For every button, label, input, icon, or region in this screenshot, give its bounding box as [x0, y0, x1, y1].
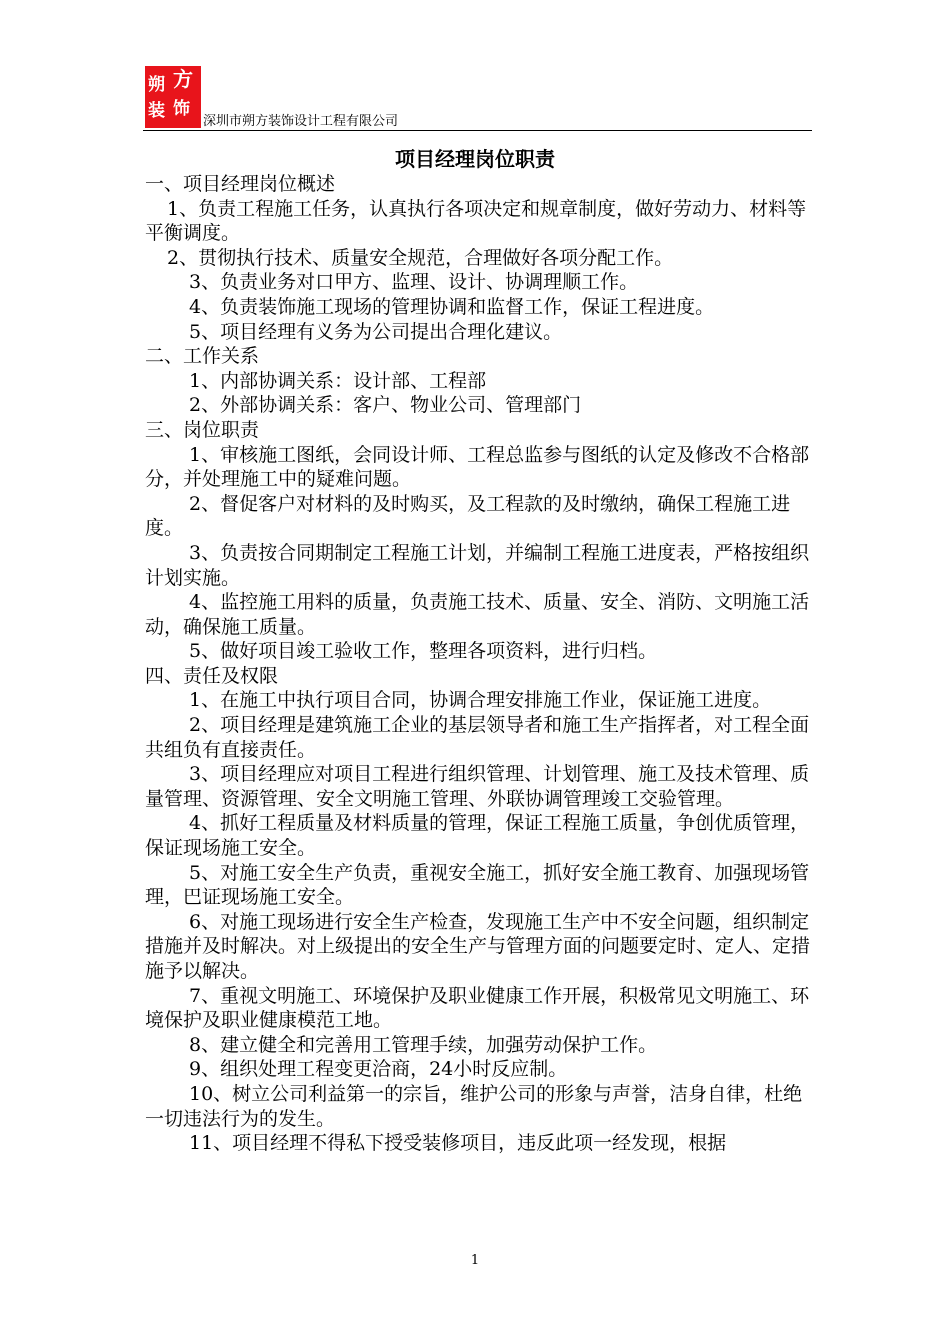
document-body: [145, 172, 815, 1156]
svg-text:装: 装: [148, 101, 165, 121]
list-item: 2、贯彻执行技术、质量安全规范，合理做好各项分配工作。: [167, 246, 674, 269]
list-item: 8、建立健全和完善用工管理手续，加强劳动保护工作。: [189, 1033, 658, 1056]
section-heading: 三、岗位职责: [145, 418, 260, 441]
svg-text:饰: 饰: [173, 99, 190, 119]
list-item: 6、对施工现场进行安全生产检查，发现施工生产中不安全问题，组织制定措施并及时解决。对上级提出的安全生产与管理方面的问题要定时、定人、定措施予以解决。: [145, 910, 811, 982]
list-item: 9、组织处理工程变更洽商，24小时反应制。: [189, 1058, 568, 1081]
list-item: 4、监控施工用料的质量，负责施工技术、质量、安全、消防、文明施工活动，确保施工质量。: [145, 591, 810, 638]
list-item: 1、在施工中执行项目合同，协调合理安排施工作业，保证施工进度。: [189, 689, 772, 712]
list-item: 2、督促客户对材料的及时购买，及工程款的及时缴纳，确保工程施工进度。: [145, 492, 791, 540]
section-heading: 二、工作关系: [145, 345, 260, 368]
document-title: 项目经理岗位职责: [395, 147, 555, 171]
list-item: 7、重视文明施工、环境保护及职业健康工作开展，积极常见文明施工、环境保护及职业健康模范工地。: [145, 984, 810, 1032]
list-item: 5、对施工安全生产负责，重视安全施工，抓好安全施工教育、加强现场管理，巴证现场施工安全。: [145, 861, 810, 909]
list-item: 11、项目经理不得私下授受装修项目，违反此项一经发现，根据: [189, 1132, 727, 1155]
list-item: 10、树立公司利益第一的宗旨，维护公司的形象与声誉，洁身自律，杜绝一切违法行为的发生。: [145, 1082, 803, 1130]
page-number: 1: [470, 1253, 480, 1268]
list-item: 3、项目经理应对项目工程进行组织管理、计划管理、施工及技术管理、质量管理、资源管理、安全文明施工管理、外联协调管理竣工交验管理。: [145, 763, 810, 810]
section-heading: 四、责任及权限: [145, 664, 279, 687]
list-item: 2、项目经理是建筑施工企业的基层领导者和施工生产指挥者，对工程全面共组负有直接责任。: [145, 714, 810, 761]
svg-text:朔: 朔: [148, 75, 165, 95]
section-heading: 一、项目经理岗位概述: [145, 173, 336, 195]
list-item: 3、负责按合同期制定工程施工计划，并编制工程施工进度表，严格按组织计划实施。: [145, 541, 810, 589]
list-item: 4、负责装饰施工现场的管理协调和监督工作，保证工程进度。: [189, 295, 715, 318]
list-item: 1、审核施工图纸，会同设计师、工程总监参与图纸的认定及修改不合格部分，并处理施工中的疑难问题。: [145, 443, 810, 491]
list-item: 3、负责业务对口甲方、监理、设计、协调理顺工作。: [189, 271, 639, 294]
list-item: 5、项目经理有义务为公司提出合理化建议。: [189, 320, 563, 343]
header-divider: [143, 130, 812, 131]
list-item: 4、抓好工程质量及材料质量的管理，保证工程施工质量，争创优质管理，保证现场施工安全。: [145, 812, 810, 860]
list-item: 1、负责工程施工任务，认真执行各项决定和规章制度，做好劳动力、材料等平衡调度。: [145, 197, 807, 245]
svg-text:方: 方: [173, 67, 193, 91]
list-item: 5、做好项目竣工验收工作，整理各项资料，进行归档。: [189, 640, 658, 663]
list-item: 1、内部协调关系：设计部、工程部: [189, 369, 487, 392]
company-name: 深圳市朔方装饰设计工程有限公司: [203, 114, 399, 129]
list-item: 2、外部协调关系：客户、物业公司、管理部门: [189, 394, 582, 417]
company-logo: [145, 66, 201, 128]
